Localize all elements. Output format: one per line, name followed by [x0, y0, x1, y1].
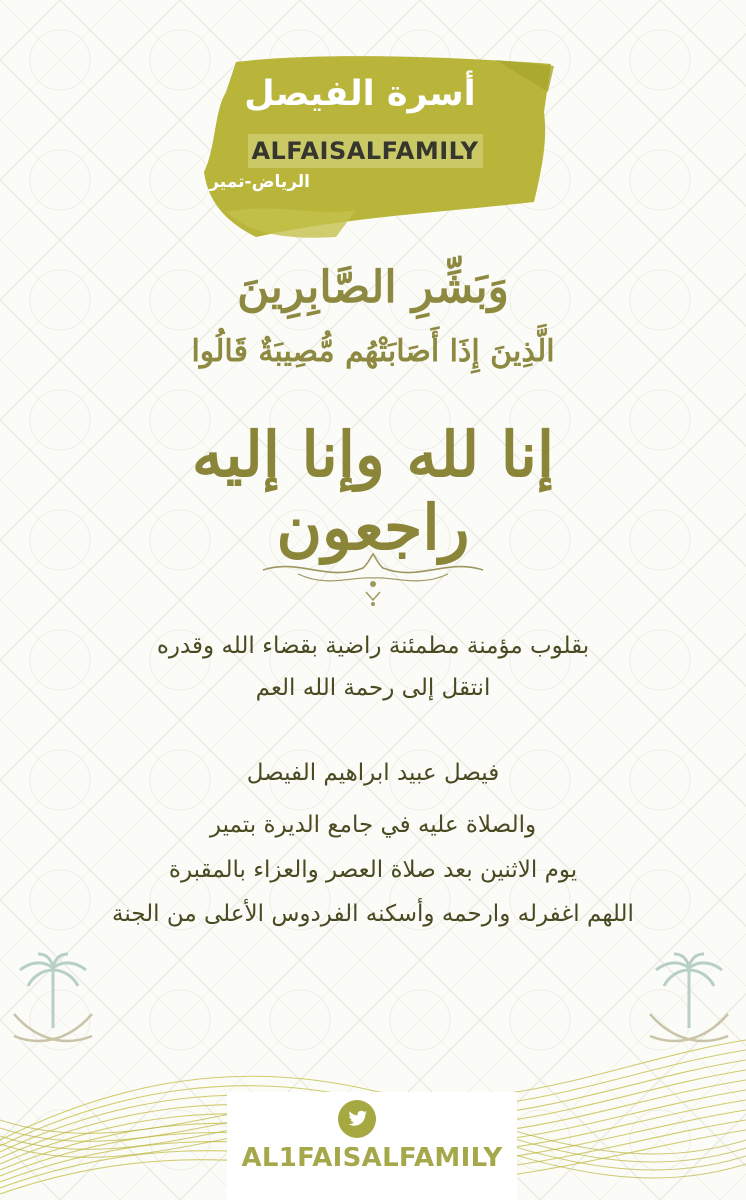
palm-swords-emblem-icon — [644, 950, 734, 1060]
palm-swords-emblem-icon — [8, 950, 98, 1060]
verse-line-3: إنا لله وإنا إليه راجعون — [191, 418, 555, 564]
header-subtitle: ALFAISALFAMILY — [251, 137, 479, 165]
header-title: أسرة الفيصل — [244, 74, 476, 114]
verse-line-2: الَّذِينَ إِذَا أَصَابَتْهُم مُّصِيبَةٌ قَالُوا — [191, 334, 555, 369]
message-line-2: انتقل إلى رحمة الله العم — [255, 675, 491, 701]
message-line-1: بقلوب مؤمنة مطمئنة راضية بقضاء الله وقدره — [156, 633, 590, 659]
ornament-divider — [258, 548, 488, 608]
header-location: الرياض-تمير — [209, 172, 310, 192]
footer-handle: AL1FAISALFAMILY — [241, 1143, 503, 1173]
message-line-5: يوم الاثنين بعد صلاة العصر والعزاء بالمقبرة — [168, 857, 578, 883]
verse-line-1: وَبَشِّرِ الصَّابِرِينَ — [237, 262, 509, 313]
message-line-4: والصلاة عليه في جامع الديرة بتمير — [209, 812, 537, 838]
message-line-6: اللهم اغفرله وارحمه وأسكنه الفردوس الأعلى من الجنة — [112, 901, 634, 927]
twitter-bird-icon — [338, 1100, 376, 1138]
message-line-3: فيصل عبيد ابراهيم الفيصل — [246, 760, 500, 786]
